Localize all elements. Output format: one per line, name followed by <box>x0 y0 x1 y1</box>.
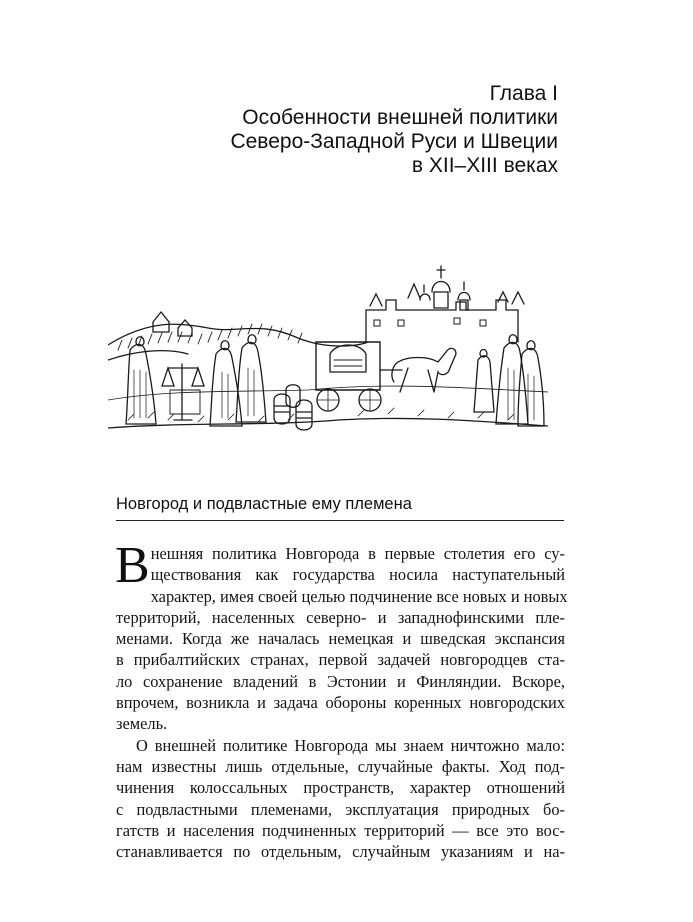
chapter-title-line-3: в XII–XIII веках <box>411 154 558 177</box>
chapter-title-line-2: Северо-Западной Руси и Швеции <box>230 130 558 153</box>
chapter-title-line-1: Особенности внешней политики <box>242 106 558 129</box>
body-line-4: территорий, населенных северно- и западнофинскими пле- <box>116 607 565 627</box>
body-line-3: характер, имея своей целью подчинение все новых и новых <box>150 586 568 606</box>
section-heading-text: Новгород и подвластные ему племена <box>116 495 412 513</box>
body-line-13: с подвластными племенами, эксплуатация природных бо- <box>116 799 565 819</box>
section-heading-rule <box>116 520 564 521</box>
body-line-6: в прибалтийских странах, первой задачей новгородцев ста- <box>116 650 565 670</box>
body-line-14: гатств и населения подчиненных территорий — все это вос- <box>116 820 565 840</box>
chapter-number: Глава I <box>489 82 558 105</box>
chapter-heading <box>230 82 558 178</box>
body-line-10: О внешней политике Новгорода мы знаем ничтожно мало: <box>136 735 565 755</box>
section-heading <box>116 495 564 521</box>
engraving-illustration <box>108 250 548 445</box>
body-line-1: нешняя политика Новгорода в первые столетия его су- <box>150 544 565 563</box>
body-line-9: земель. <box>116 714 168 734</box>
body-line-8: впрочем, возникла и задача обороны коренных новгородских <box>116 693 565 713</box>
drop-cap: В <box>115 537 150 594</box>
body-line-12: чинения колоссальных пространств, характер отношений <box>116 778 565 798</box>
body-line-5: менами. Когда же началась немецкая и шведская экспансия <box>116 629 565 649</box>
body-text <box>115 537 568 862</box>
body-line-2: ществования как государства носила наступательный <box>150 565 565 585</box>
body-line-15: станавливается по отдельным, случайным указаниям и на- <box>116 842 565 862</box>
body-line-7: ло сохранение владений в Эстонии и Финляндии. Вскоре, <box>116 671 565 691</box>
body-line-11: нам известны лишь отдельные, случайные факты. Ход под- <box>116 756 565 776</box>
